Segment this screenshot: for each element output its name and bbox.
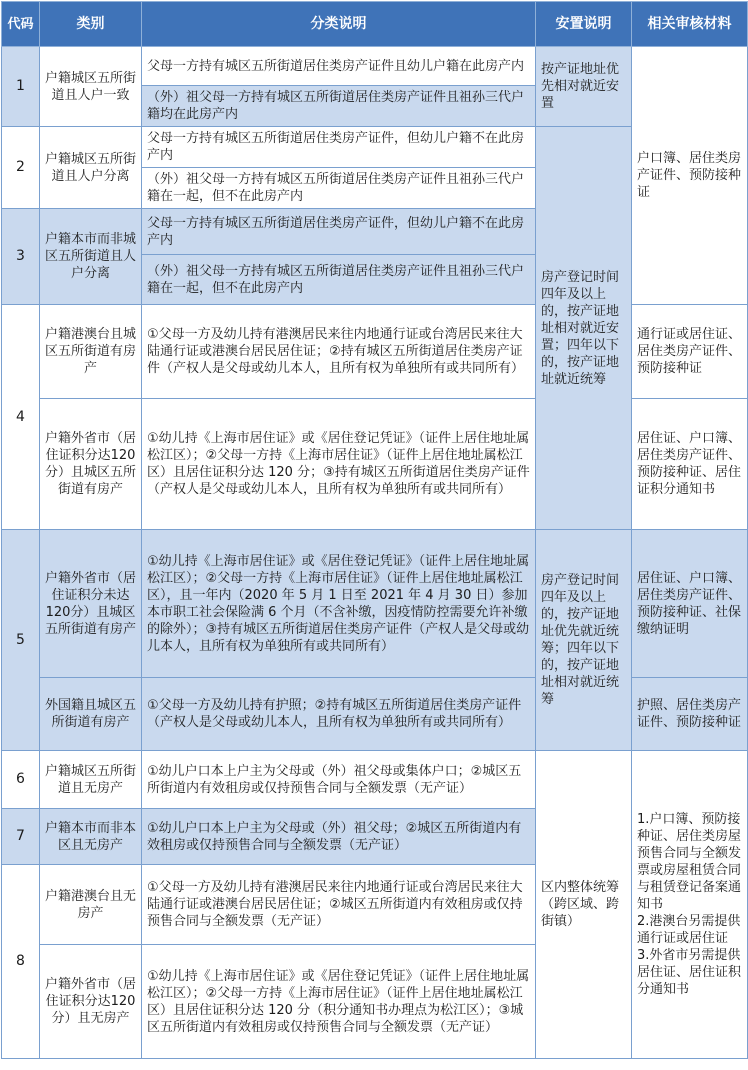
description-cell: 父母一方持有城区五所街道居住类房产证件，但幼儿户籍不在此房产内 [142, 127, 536, 168]
materials-cell: 户口簿、居住类房产证件、预防接种证 [632, 47, 748, 305]
category-cell: 户籍外省市（居住证积分达120分）且无房产 [40, 945, 142, 1059]
description-cell: ①父母一方及幼儿持有护照；②持有城区五所街道居住类房产证件（产权人是父母或幼儿本人，且所有权为单独所有或共同所有） [142, 678, 536, 751]
materials-cell: 1.户口簿、预防接种证、居住类房屋预售合同与全额发票或房屋租赁合同与租赁登记备案通知书 2.港澳台另需提供通行证或居住证 3.外省市另需提供居住证、居住证积分通知书 [632, 751, 748, 1059]
description-cell: ①幼儿户口本上户主为父母或（外）祖父母；②城区五所街道内有效租房或仅持预售合同与全额发票（无产证） [142, 809, 536, 865]
description-cell: ①幼儿持《上海市居住证》或《居住登记凭证》（证件上居住地址属松江区）；②父母一方持《上海市居住证》（证件上居住地址属松江区），且一年内（2020 年 5 月 1 日至 2021 年 4 月 30 日）参加本市职工社会保险满 6 个月（不含补缴，因疫情防控需要允许补缴的除外）；③持有城区五所街道居住类房产证件（产权人是父母或幼儿本人，且所有权为单独所有或共同所有） [142, 530, 536, 678]
row-code-4: 4 [2, 305, 40, 530]
materials-cell: 居住证、户口簿、居住类房产证件、预防接种证、居住证积分通知书 [632, 399, 748, 530]
table-row [2, 751, 748, 809]
description-cell: ①幼儿户口本上户主为父母或（外）祖父母或集体户口；②城区五所街道内有效租房或仅持预售合同与全额发票（无产证） [142, 751, 536, 809]
materials-cell: 通行证或居住证、居住类房产证件、预防接种证 [632, 305, 748, 399]
table-row [2, 678, 748, 751]
header-description: 分类说明 [142, 2, 536, 47]
row-code-6: 6 [2, 751, 40, 809]
description-cell: （外）祖父母一方持有城区五所街道居住类房产证件且祖孙三代户籍在一起，但不在此房产内 [142, 255, 536, 305]
description-cell: ①父母一方及幼儿持有港澳居民来往内地通行证或台湾居民来往大陆通行证或港澳台居民居住证；②持有城区五所街道居住类房产证件（产权人是父母或幼儿本人，且所有权为单独所有或共同所有） [142, 305, 536, 399]
header-row [2, 2, 748, 47]
category-cell: 户籍外省市（居住证积分未达120分）且城区五所街道有房产 [40, 530, 142, 678]
category-cell: 户籍本市而非本区且无房产 [40, 809, 142, 865]
policy-table [1, 1, 748, 1059]
category-cell: 户籍港澳台且无房产 [40, 865, 142, 945]
header-materials: 相关审核材料 [632, 2, 748, 47]
category-cell: 户籍本市而非城区五所街道且人户分离 [40, 209, 142, 305]
category-cell: 户籍外省市（居住证积分达120分）且城区五所街道有房产 [40, 399, 142, 530]
description-cell: ①父母一方及幼儿持有港澳居民来往内地通行证或台湾居民来往大陆通行证或港澳台居民居住证；②城区五所街道内有效租房或仅持预售合同与全额发票（无产证） [142, 865, 536, 945]
row-code-8: 8 [2, 865, 40, 1059]
materials-cell: 护照、居住类房产证件、预防接种证 [632, 678, 748, 751]
description-cell: （外）祖父母一方持有城区五所街道居住类房产证件且祖孙三代户籍在一起，但不在此房产内 [142, 168, 536, 209]
row-code-7: 7 [2, 809, 40, 865]
table-row [2, 399, 748, 530]
row-code-3: 3 [2, 209, 40, 305]
placement-cell: 房产登记时间四年及以上的，按产证地址优先就近统筹；四年以下的，按产证地址相对就近统筹 [536, 530, 632, 751]
category-cell: 户籍港澳台且城区五所街道有房产 [40, 305, 142, 399]
category-cell: 户籍城区五所街道且人户分离 [40, 127, 142, 209]
row-code-5: 5 [2, 530, 40, 751]
description-cell: 父母一方持有城区五所街道居住类房产证件，但幼儿户籍不在此房产内 [142, 209, 536, 255]
category-cell: 户籍城区五所街道且人户一致 [40, 47, 142, 127]
header-code: 代码 [2, 2, 40, 47]
row-code-2: 2 [2, 127, 40, 209]
row-code-1: 1 [2, 47, 40, 127]
category-cell: 外国籍且城区五所街道有房产 [40, 678, 142, 751]
description-cell: 父母一方持有城区五所街道居住类房产证件且幼儿户籍在此房产内 [142, 47, 536, 86]
header-placement: 安置说明 [536, 2, 632, 47]
header-category: 类别 [40, 2, 142, 47]
description-cell: ①幼儿持《上海市居住证》或《居住登记凭证》（证件上居住地址属松江区）；②父母一方持《上海市居住证》（证件上居住地址属松江区）且居住证积分达 120 分；③持有城区五所街道居住类房产证件（产权人是父母或幼儿本人，且所有权为单独所有或共同所有） [142, 399, 536, 530]
table-row [2, 47, 748, 86]
category-cell: 户籍城区五所街道且无房产 [40, 751, 142, 809]
placement-cell: 区内整体统筹（跨区域、跨街镇） [536, 751, 632, 1059]
placement-cell: 房产登记时间四年及以上的，按产证地址相对就近安置；四年以下的，按产证地址就近统筹 [536, 127, 632, 530]
placement-cell: 按产证地址优先相对就近安置 [536, 47, 632, 127]
description-cell: （外）祖父母一方持有城区五所街道居住类房产证件且祖孙三代户籍均在此房产内 [142, 86, 536, 127]
table-row [2, 530, 748, 678]
description-cell: ①幼儿持《上海市居住证》或《居住登记凭证》（证件上居住地址属松江区）；②父母一方持《上海市居住证》（证件上居住地址属松江区）且居住证积分达 120 分（积分通知书办理点为松江区）；③城区五所街道内有效租房或仅持预售合同与全额发票（无产证） [142, 945, 536, 1059]
materials-cell: 居住证、户口簿、居住类房产证件、预防接种证、社保缴纳证明 [632, 530, 748, 678]
table-row [2, 305, 748, 399]
